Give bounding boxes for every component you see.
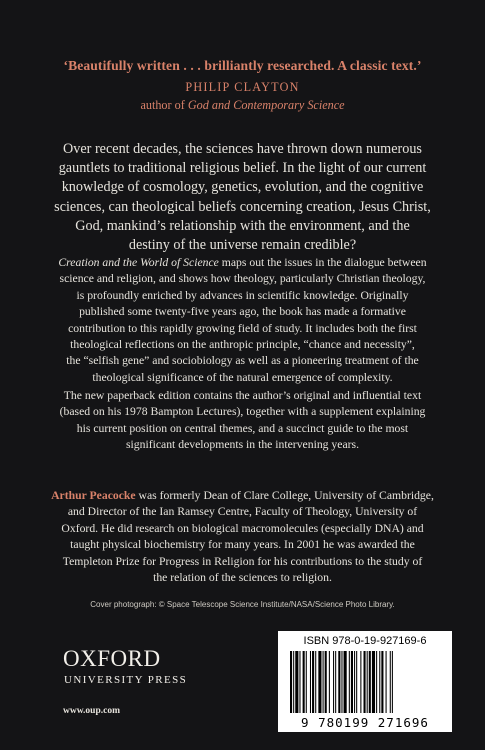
text-line: The new paperback edition contains the author’s original and influential text	[63, 389, 422, 402]
text-line: taught physical biochemistry for many years. In 2001 he was awarded the	[70, 538, 415, 552]
publisher-logo-name: OXFORD	[63, 646, 161, 671]
text-line: Over recent decades, the sciences have thrown down numerous	[63, 141, 422, 157]
edition-paragraph	[0, 388, 485, 454]
endorsement-author-role	[0, 98, 485, 113]
text-line	[0, 255, 485, 271]
text-line: destiny of the universe remain credible?	[128, 237, 357, 254]
isbn-barcode-panel	[278, 631, 452, 732]
text-line: theological reflections on the anthropic principle, “chance and necessity”,	[70, 338, 415, 352]
author-role-book: God and Contemporary Science	[187, 98, 345, 112]
text-line: sciences, can theological beliefs concerning creation, Jesus Christ,	[54, 198, 431, 215]
text-line: (based on his 1978 Bampton Lectures), together with a supplement explaining	[59, 405, 426, 419]
text-line: Oxford. He did research on biological macromolecules (especially DNA) and	[61, 521, 424, 535]
text-line: God, mankind’s relationship with the environment, and the	[75, 217, 410, 234]
text-line: the “selfish gene” and sociobiology as well as a pioneering treatment of the	[66, 354, 419, 368]
book-title: Creation and the World of Science	[58, 256, 219, 269]
text-line: knowledge of cosmology, genetics, evolution, and the cognitive	[61, 179, 424, 196]
text-line: his current position on central themes, and a succinct guide to the most	[76, 421, 409, 435]
barcode-digits: 9 780199 271696	[301, 715, 429, 730]
barcode-icon	[284, 651, 446, 713]
text-line: the relation of the sciences to religion.	[153, 571, 332, 585]
text-fragment: maps out the issues in the dialogue between	[218, 256, 427, 269]
photo-credit: Cover photograph: © Space Telescope Science Institute/NASA/Science Photo Library.	[90, 600, 395, 609]
author-role-prefix: author of	[140, 98, 188, 112]
text-line: science and religion, and shows how theology, particularly Christian theology,	[59, 272, 426, 286]
text-line: significant developments in the intervening years.	[125, 438, 360, 452]
text-line: gauntlets to traditional religious belief. In the light of our current	[58, 160, 427, 177]
endorsement-author: PHILIP CLAYTON	[185, 80, 300, 94]
book-description-paragraph	[0, 255, 485, 386]
text-line: is profoundly enriched by advances in scientific knowledge. Originally	[76, 288, 409, 302]
text-line: and Director of the Ian Ramsey Centre, Faculty of Theology, University of	[67, 505, 418, 519]
text-line: Templeton Prize for Progress in Religion for his contributions to the study of	[62, 554, 423, 568]
publisher-url: www.oup.com	[63, 706, 121, 716]
text-fragment: was formerly Dean of Clare College, University of Cambridge,	[135, 489, 434, 502]
author-bio-paragraph	[0, 488, 485, 586]
endorsement-quote: ‘Beautifully written . . . brilliantly researched. A classic text.’	[63, 58, 422, 73]
publisher-logo-sub: UNIVERSITY PRESS	[64, 674, 188, 686]
text-line: theological significance of the natural emergence of complexity.	[92, 370, 393, 384]
text-line: contribution to this rapidly growing field of study. It includes both the first	[68, 321, 417, 335]
author-name: Arthur Peacocke	[51, 489, 136, 502]
intro-paragraph	[0, 140, 485, 255]
isbn-label: ISBN 978-0-19-927169-6	[303, 635, 427, 647]
text-line	[0, 488, 485, 504]
text-line: published some twenty-five years ago, the book has made a formative	[79, 305, 406, 319]
